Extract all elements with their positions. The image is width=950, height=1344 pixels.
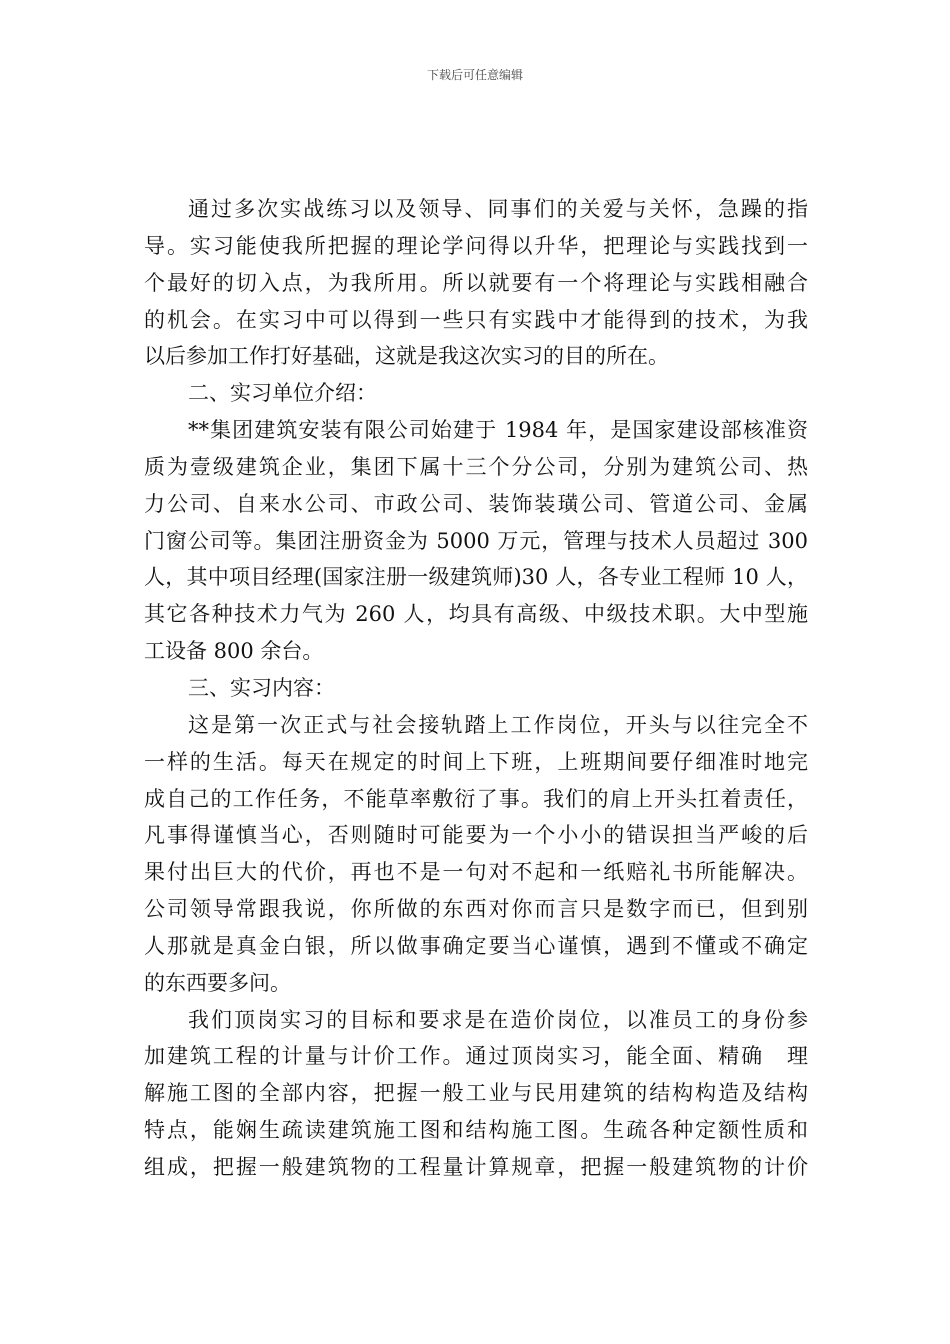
text-line: 的机会。在实习中可以得到一些只有实践中才能得到的技术，为我 [144,307,808,332]
text-line: 以后参加工作打好基础，这就是我这次实习的目的所在。 [144,344,669,369]
section-heading: 三、实习内容： [188,675,335,700]
text-line: 的东西要多问。 [144,970,291,995]
document-body [144,191,808,1186]
text-line: 人那就是真金白银，所以做事确定要当心谨慎，遇到不懂或不确定 [144,933,808,958]
text-line: 一样的生活。每天在规定的时间上下班，上班期间要仔细准时地完 [144,749,808,774]
text-line: 力公司、自来水公司、市政公司、装饰装璜公司、管道公司、金属 [144,491,808,516]
text-line: 公司领导常跟我说，你所做的东西对你而言只是数字而已，但到别 [144,897,808,922]
text-line: 这是第一次正式与社会接轨踏上工作岗位，开头与以往完全不 [188,712,808,737]
text-line: **集团建筑安装有限公司始建于 1984 年，是国家建设部核准资 [188,418,808,443]
text-line: 质为壹级建筑企业，集团下属十三个分公司，分别为建筑公司、热 [144,454,808,479]
text-line: 成自己的工作任务，不能草率敷衍了事。我们的肩上开头扛着责任， [144,786,808,811]
text-line: 加建筑工程的计量与计价工作。通过顶岗实习，能全面、精确 理 [144,1044,808,1069]
text-line: 组成，把握一般建筑物的工程量计算规章，把握一般建筑物的计价 [144,1154,808,1179]
text-line: 通过多次实战练习以及领导、同事们的关爱与关怀，急躁的指 [188,197,808,221]
text-line: 解施工图的全部内容，把握一般工业与民用建筑的结构构造及结构 [144,1081,808,1106]
text-line: 工设备 800 余台。 [144,639,324,664]
section-heading: 二、实习单位介绍： [188,381,377,406]
text-line: 导。实习能使我所把握的理论学问得以升华，把理论与实践找到一 [144,233,808,258]
page-header: 下载后可任意编辑 [426,68,523,82]
text-line: 特点，能娴生疏读建筑施工图和结构施工图。生疏各种定额性质和 [144,1118,808,1143]
text-line: 果付出巨大的代价，再也不是一句对不起和一纸赔礼书所能解决。 [144,860,808,885]
text-line: 其它各种技术力气为 260 人，均具有高级、中级技术职。大中型施 [144,602,808,627]
text-line: 门窗公司等。集团注册资金为 5000 万元，管理与技术人员超过 300 [144,528,808,553]
text-line: 凡事得谨慎当心，否则随时可能要为一个小小的错误担当严峻的后 [144,823,808,848]
text-line: 个最好的切入点，为我所用。所以就要有一个将理论与实践相融合 [144,270,808,295]
text-line: 人，其中项目经理(国家注册一级建筑师)30 人，各专业工程师 10 人， [144,565,808,590]
text-line: 我们顶岗实习的目标和要求是在造价岗位，以准员工的身份参 [188,1007,808,1032]
